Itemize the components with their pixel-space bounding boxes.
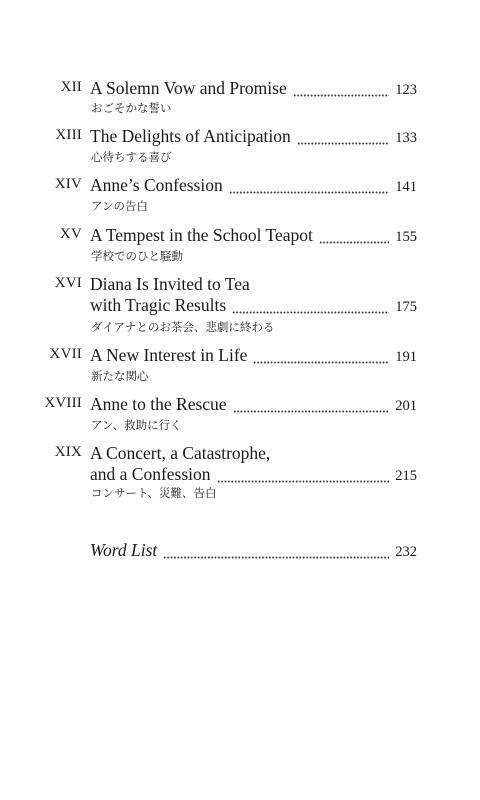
- chapter-title: A Solemn Vow and Promise: [90, 78, 287, 98]
- japanese-subtitle: コンサート、災難、告白: [91, 486, 217, 500]
- page-number: 141: [395, 179, 417, 195]
- chapter-title: A Concert, a Catastrophe,: [90, 443, 271, 463]
- chapter-title-line: [90, 274, 417, 295]
- dot-leader: [297, 131, 390, 145]
- page-number: 123: [395, 82, 417, 98]
- chapter-number: XII: [60, 79, 82, 95]
- dot-leader: [233, 399, 390, 413]
- chapter-title-line: [90, 295, 417, 318]
- page-number: 175: [395, 299, 417, 315]
- dot-leader: [232, 300, 389, 314]
- japanese-subtitle: 学校でのひと騒動: [91, 249, 183, 263]
- chapter-title-continued: with Tragic Results: [90, 295, 227, 315]
- page-number: 191: [395, 349, 417, 365]
- chapter-title: The Delights of Anticipation: [90, 126, 291, 146]
- chapter-title-line: [90, 225, 417, 248]
- page-number: 201: [395, 398, 417, 414]
- chapter-title: A Tempest in the School Teapot: [90, 225, 313, 245]
- chapter-title-line: [90, 126, 417, 149]
- chapter-title-line: [90, 394, 417, 417]
- dot-leader: [229, 180, 390, 194]
- chapter-title: Anne to the Rescue: [90, 394, 227, 414]
- chapter-number: XIII: [55, 127, 82, 143]
- chapter-number: XIV: [54, 176, 82, 192]
- dot-leader: [163, 545, 389, 559]
- chapter-title-continued: and a Confession: [90, 464, 211, 484]
- japanese-subtitle: アン、救助に行く: [91, 418, 182, 432]
- page-number: 232: [395, 544, 417, 560]
- dot-leader: [293, 83, 390, 97]
- chapter-title-line: [90, 443, 417, 464]
- chapter-title-line: [90, 78, 417, 101]
- chapter-title: Anne’s Confession: [90, 175, 223, 195]
- chapter-title-line: [90, 175, 417, 198]
- chapter-number: XVI: [54, 275, 82, 291]
- japanese-subtitle: アンの告白: [91, 199, 149, 213]
- word-list-title: Word List: [90, 540, 158, 560]
- dot-leader: [253, 350, 389, 364]
- chapter-title-line: [90, 464, 417, 487]
- chapter-title: Diana Is Invited to Tea: [90, 274, 250, 294]
- chapter-number: XIX: [54, 444, 82, 460]
- page-number: 155: [395, 229, 417, 245]
- japanese-subtitle: 心待ちする喜び: [91, 150, 172, 164]
- page-number: 133: [395, 130, 417, 146]
- japanese-subtitle: 新たな関心: [91, 369, 149, 383]
- chapter-number: XVIII: [44, 395, 82, 411]
- word-list-line: [90, 540, 417, 563]
- japanese-subtitle: ダイアナとのお茶会、悲劇に終わる: [91, 320, 275, 334]
- page-number: 215: [395, 468, 417, 484]
- japanese-subtitle: おごそかな誓い: [91, 101, 172, 115]
- chapter-title: A New Interest in Life: [90, 345, 248, 365]
- chapter-number: XV: [59, 226, 82, 242]
- chapter-title-line: [90, 345, 417, 368]
- chapter-number: XVII: [49, 346, 82, 362]
- dot-leader: [217, 469, 390, 483]
- dot-leader: [319, 230, 389, 244]
